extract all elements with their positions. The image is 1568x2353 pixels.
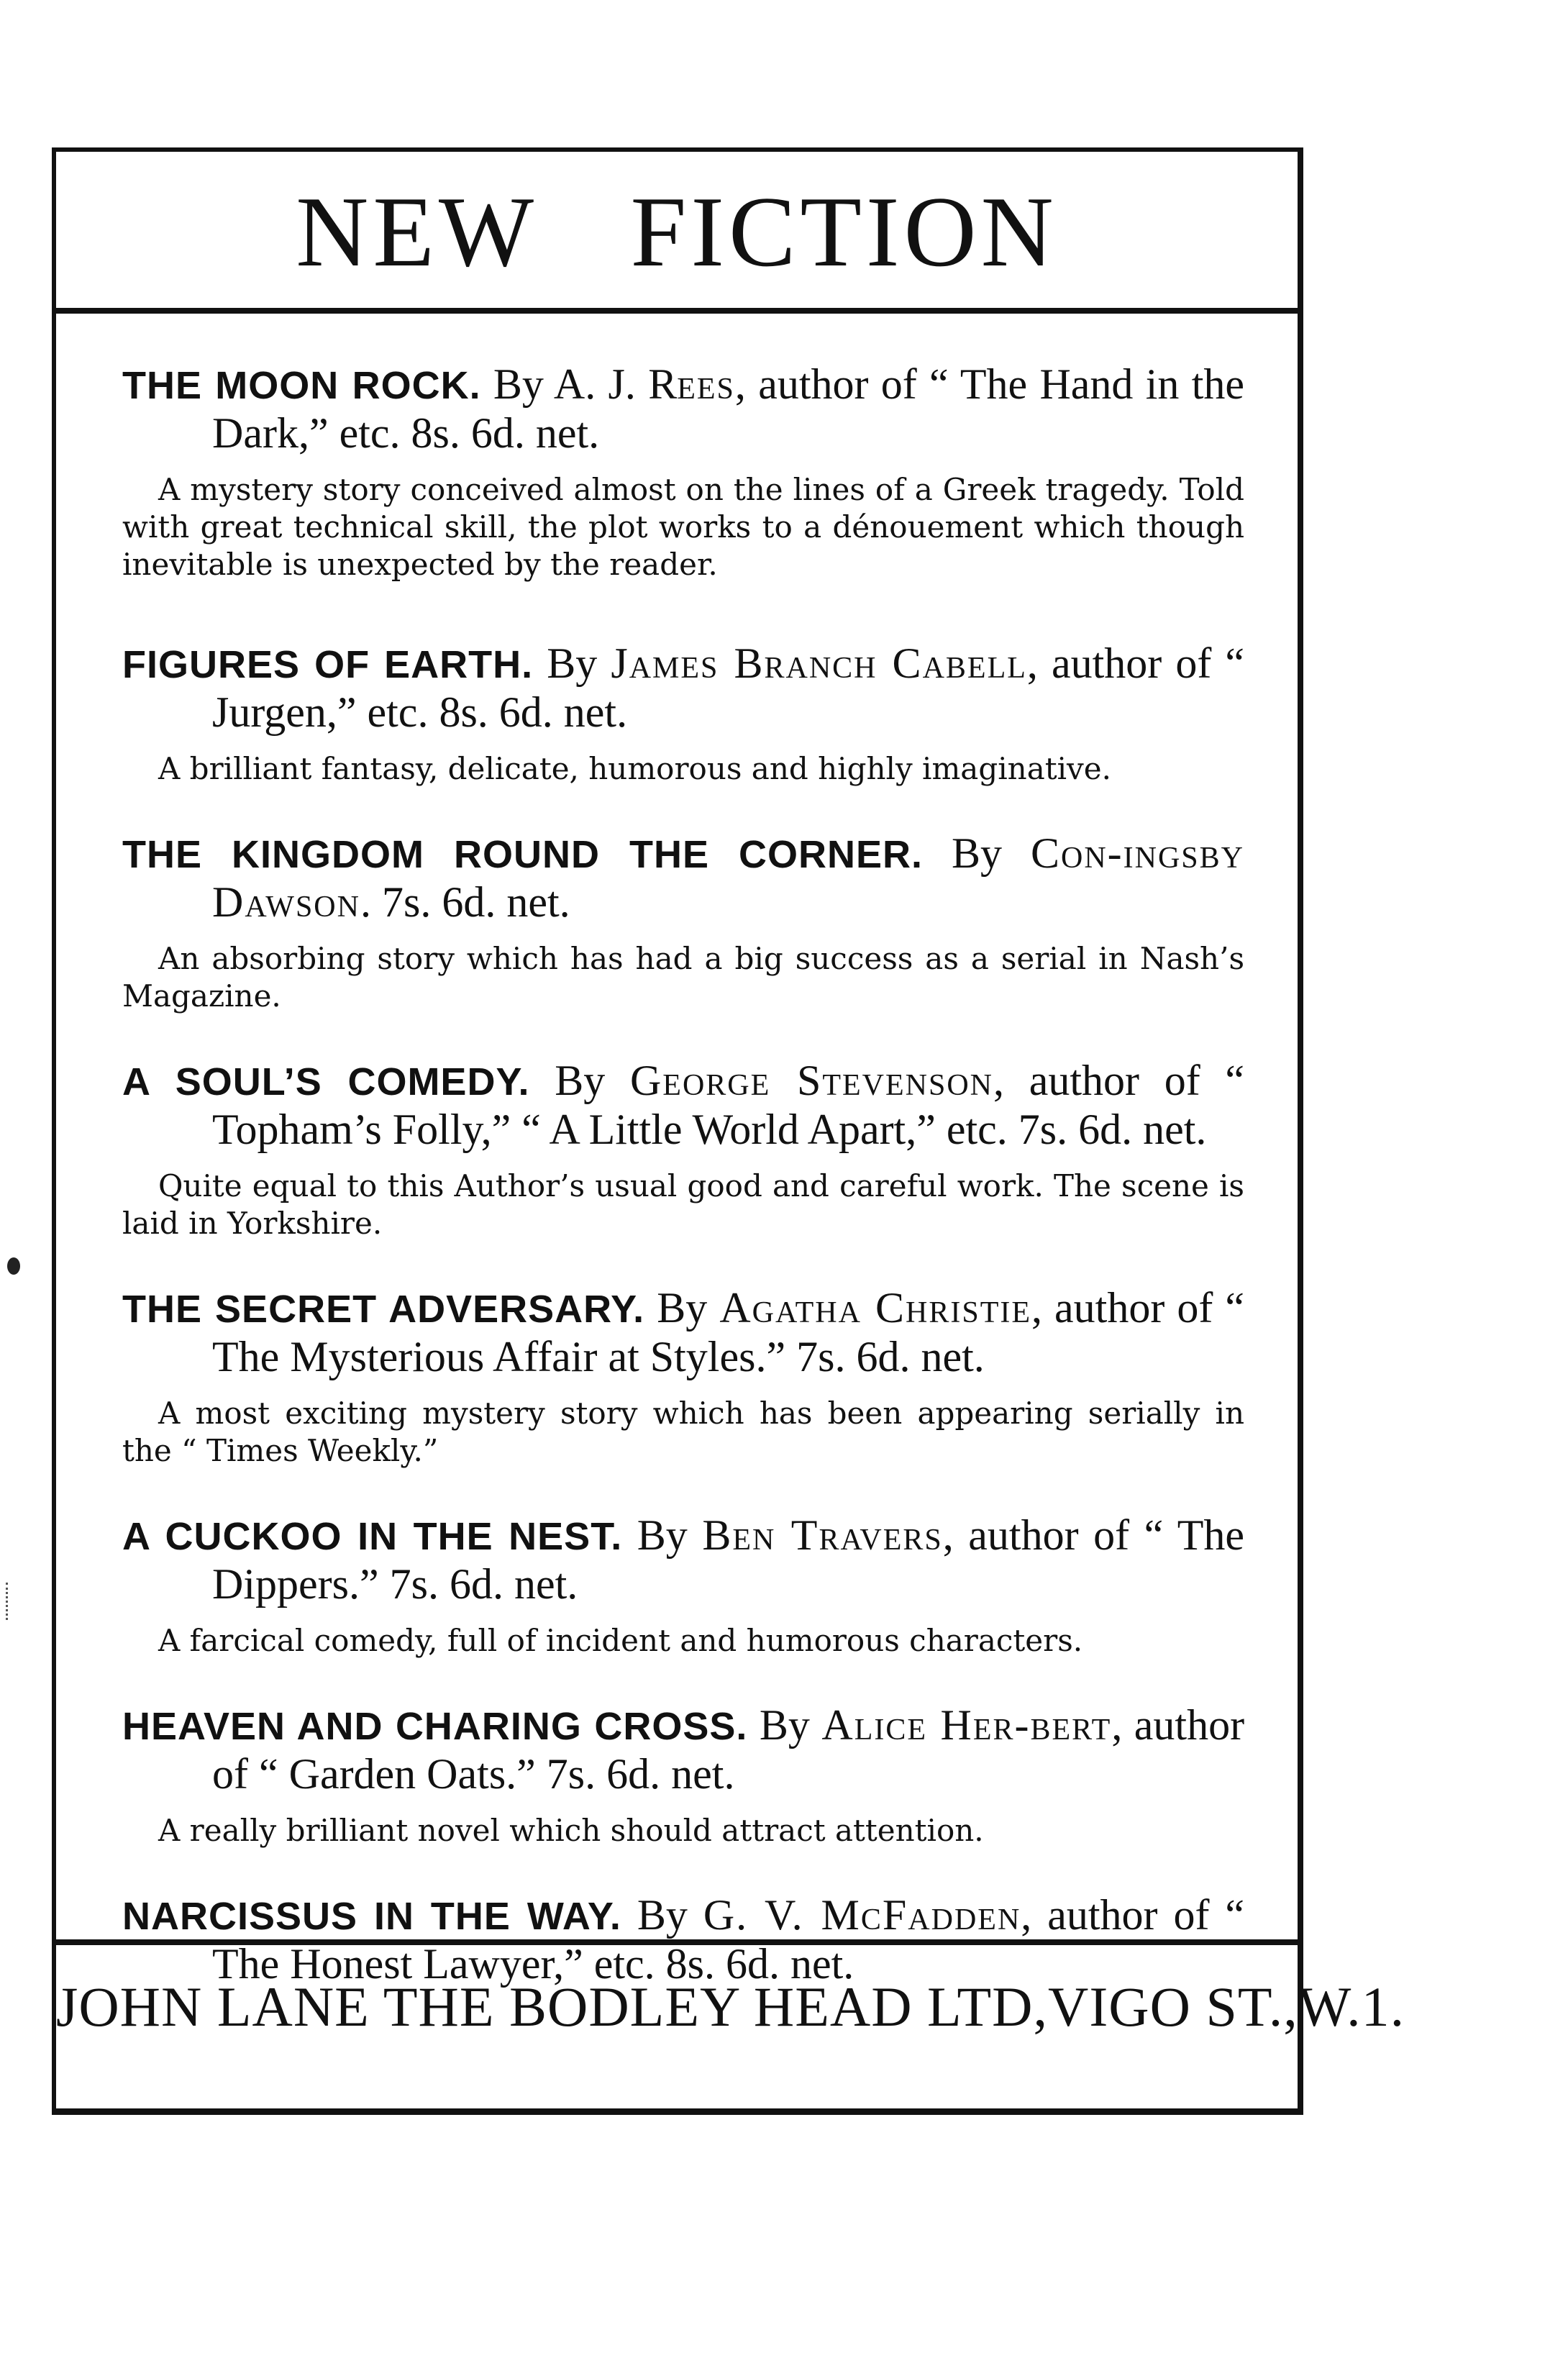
publisher-imprint: JOHN LANE THE BODLEY HEAD LTD,VIGO ST.,W.1. — [56, 1975, 1405, 2038]
book-title: HEAVEN AND CHARING CROSS. — [122, 1705, 748, 1748]
book-title: THE MOON ROCK. — [122, 364, 481, 407]
book-description: A brilliant fantasy, delicate, humorous and highly imaginative. — [158, 751, 1111, 786]
page-title: NEW FICTION — [296, 176, 1058, 288]
book-title: THE KINGDOM ROUND THE CORNER. — [122, 833, 923, 876]
author-note: , author of “ The Mysterious Affair at Styles.” — [212, 1284, 1245, 1380]
author-note: , author of “ Garden Oats.” — [212, 1701, 1245, 1798]
book-description: A really brilliant novel which should attract attention. — [158, 1813, 984, 1848]
book-title: FIGURES OF EARTH. — [122, 643, 534, 686]
by-label: By — [951, 829, 1002, 877]
entry-heading — [122, 360, 1244, 457]
author-note: , author of “ Jurgen,” etc. — [212, 640, 1245, 736]
by-label: By — [657, 1284, 708, 1332]
book-entry — [122, 1511, 1244, 1660]
author-name: George Stevenson — [629, 1057, 994, 1104]
entry-heading — [122, 829, 1244, 926]
author-name: Con-ingsby Dawson — [212, 829, 1245, 926]
book-description: A most exciting mystery story which has been appearing serially in the “ Times Weekly.” — [122, 1396, 1244, 1468]
advert-frame — [52, 147, 1405, 2115]
price: 7s. 6d. net. — [546, 1750, 735, 1798]
book-description: A mystery story conceived almost on the lines of a Greek tragedy. Told with great technical skill, the plot works to a dénouement which though inevitable is unexpected by the reader. — [122, 472, 1244, 582]
margin-mark — [6, 1583, 12, 1620]
author-note: , author of “ The Hand in the Dark,” etc. — [212, 360, 1244, 457]
price: 8s. 6d. net. — [439, 688, 628, 736]
entry-heading — [122, 640, 1244, 736]
entry-heading — [122, 1511, 1244, 1608]
author-note: . — [360, 878, 371, 926]
author-note: , author of “ The Honest Lawyer,” etc. — [212, 1891, 1244, 1988]
entry-heading — [122, 1057, 1244, 1153]
by-label: By — [637, 1511, 688, 1559]
entry-heading — [122, 1701, 1244, 1798]
book-entry — [122, 640, 1244, 788]
author-name: Ben Travers — [702, 1511, 943, 1559]
price: 7s. 6d. net. — [1018, 1106, 1207, 1153]
by-label: By — [637, 1891, 688, 1939]
book-title: NARCISSUS IN THE WAY. — [122, 1895, 621, 1938]
author-name: ees — [677, 360, 735, 408]
price: 8s. 6d. net. — [665, 1940, 854, 1988]
book-title: THE SECRET ADVERSARY. — [122, 1288, 645, 1331]
book-entry — [122, 1057, 1244, 1242]
book-title: A SOUL’S COMEDY. — [122, 1060, 530, 1103]
author-name: Agatha Christie — [719, 1284, 1032, 1332]
margin-dot — [7, 1257, 20, 1275]
author-initials: A. J. R — [553, 360, 678, 408]
by-label: By — [547, 640, 598, 687]
price: 7s. 6d. net. — [389, 1560, 578, 1608]
book-description: A farcical comedy, full of incident and humorous characters. — [158, 1623, 1083, 1658]
author-name: G. V. McFadden — [703, 1891, 1021, 1939]
by-label: By — [555, 1057, 606, 1104]
price: 7s. 6d. net. — [381, 878, 570, 926]
author-name: James Branch Cabell — [611, 640, 1027, 687]
book-entry — [122, 1284, 1244, 1470]
book-entry — [122, 360, 1244, 583]
price: 8s. 6d. net. — [411, 409, 600, 457]
by-label: By — [493, 360, 544, 408]
header-panel — [56, 152, 1298, 314]
price: 7s. 6d. net. — [796, 1333, 985, 1380]
author-note: , author of “ The Dippers.” — [212, 1511, 1244, 1608]
book-list — [122, 360, 1244, 1988]
book-title: A CUCKOO IN THE NEST. — [122, 1515, 623, 1558]
by-label: By — [759, 1701, 810, 1749]
book-description: Quite equal to this Author’s usual good and careful work. The scene is laid in Yorkshire. — [122, 1168, 1244, 1241]
author-name: Alice Her-bert — [821, 1701, 1112, 1749]
footer-divider — [56, 1939, 1298, 1945]
book-entry — [122, 1701, 1244, 1849]
book-description: An absorbing story which has had a big success as a serial in Nash’s Magazine. — [122, 941, 1244, 1014]
entry-heading — [122, 1284, 1244, 1380]
book-entry — [122, 829, 1244, 1015]
author-note: , author of “ Topham’s Folly,” “ A Little World Apart,” etc. — [212, 1057, 1245, 1153]
